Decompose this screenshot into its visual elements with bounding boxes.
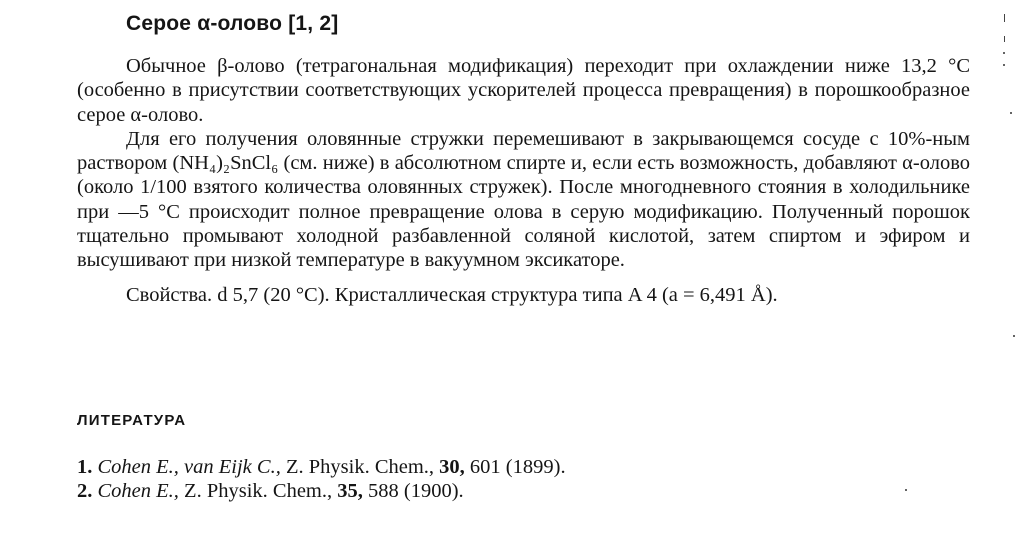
paragraph-preparation: Для его получения оловянные стружки перемешивают в закрывающемся сосуде с 10%-ным раствором (NH₄)₂SnCl₆ (см. ниже) в абсолютном спирте и, если есть возможность, добавляют α-олово (около 1/100 взятого количества оловянных стружек). После многодневного стояния в холодильнике при —5 °C происходит полное превращение олова в серую модификацию. Полученный порошок тщательно промывают холодной разбавленной соляной кислотой, затем спиртом и эфиром и высушивают при низкой температуре в вакуумном эксикаторе. — [77, 127, 970, 272]
reference-pages: 588 (1900). — [368, 480, 464, 502]
reference-list — [77, 455, 566, 503]
reference-authors: Cohen E., — [97, 480, 179, 502]
scan-speck — [1010, 112, 1012, 114]
scan-speck — [1013, 335, 1015, 337]
scan-edge-mark — [1004, 14, 1005, 22]
reference-journal: Z. Physik. Chem., — [285, 456, 435, 478]
reference-volume: 30, — [439, 456, 465, 478]
paragraph-properties: Свойства. d 5,7 (20 °C). Кристаллическая структура типа A 4 (a = 6,491 Å). — [126, 283, 778, 306]
reference-1 — [77, 455, 566, 479]
reference-authors: Cohen E., van Eijk C., — [97, 456, 281, 478]
reference-volume: 35, — [337, 480, 363, 502]
section-title: Серое α-олово [1, 2] — [126, 12, 339, 35]
reference-number: 1. — [77, 456, 93, 478]
body-text — [77, 54, 970, 307]
scan-speck — [905, 489, 907, 491]
scan-speck — [1003, 64, 1005, 66]
reference-2 — [77, 479, 566, 503]
reference-journal: Z. Physik. Chem., — [184, 480, 333, 502]
literature-heading: ЛИТЕРАТУРА — [77, 412, 187, 429]
scan-speck — [1003, 52, 1005, 54]
scan-edge-mark — [1004, 36, 1005, 42]
reference-number: 2. — [77, 480, 93, 502]
reference-pages: 601 (1899). — [469, 456, 566, 478]
paragraph-intro: Обычное β-олово (тетрагональная модификация) переходит при охлаждении ниже 13,2 °C (особенно в присутствии соответствующих ускорителей процесса превращения) в порошкообразное серое α-олово. — [77, 55, 970, 126]
